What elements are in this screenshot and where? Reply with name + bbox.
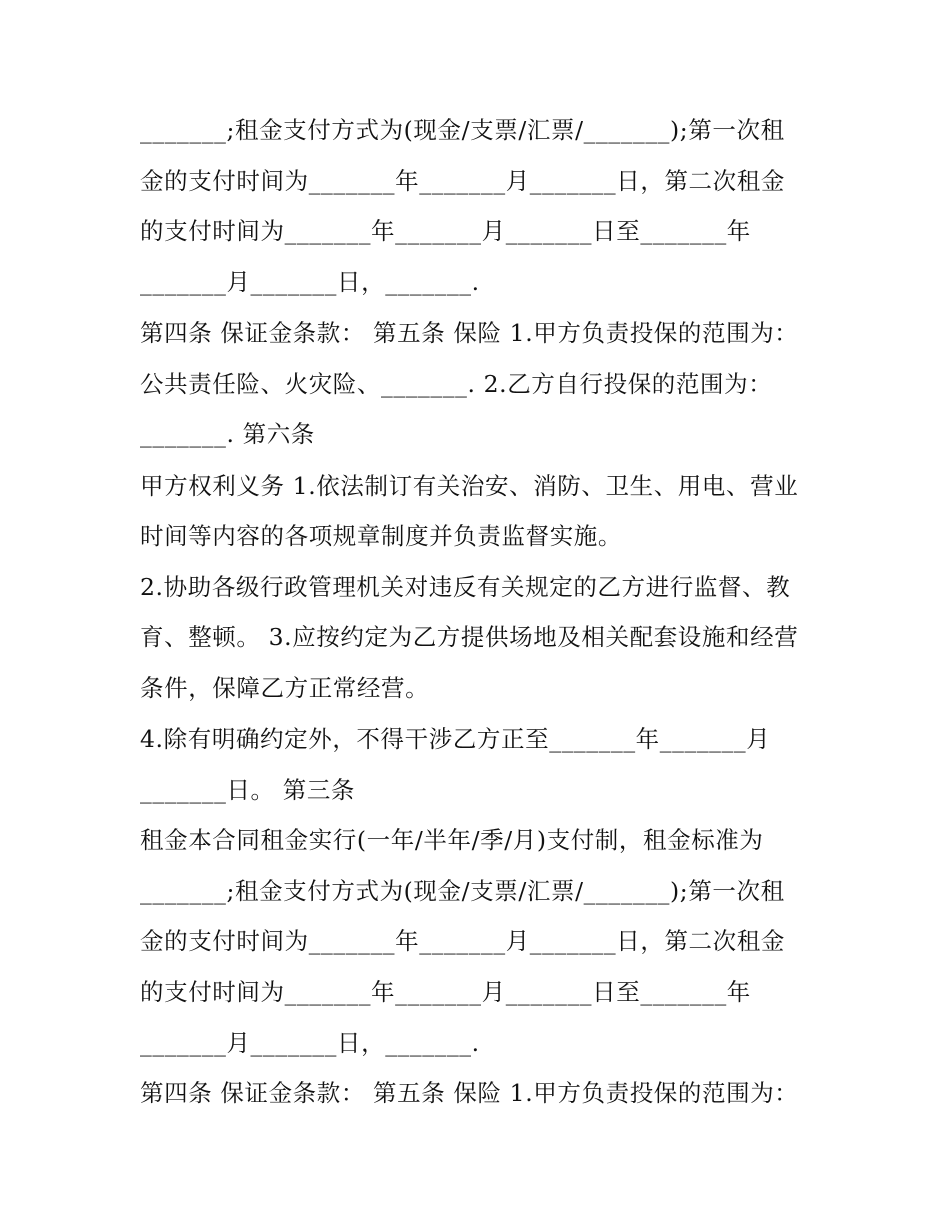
text-line: 第四条 保证金条款： 第五条 保险 1.甲方负责投保的范围为： [140, 319, 799, 347]
text-line: 的支付时间为_______年_______月_______日至_______年 [140, 217, 751, 245]
text-line: _______月_______日，_______. [140, 1029, 480, 1057]
text-line: 的支付时间为_______年_______月_______日至_______年 [140, 978, 751, 1006]
text-line: 金的支付时间为_______年_______月_______日，第二次租金 [140, 927, 785, 955]
text-line: _______日。 第三条 [140, 776, 356, 804]
text-line: 育、整顿。 3.应按约定为乙方提供场地及相关配套设施和经营 [140, 623, 799, 651]
text-line: 2.协助各级行政管理机关对违反有关规定的乙方进行监督、教 [140, 573, 791, 601]
text-line: 金的支付时间为_______年_______月_______日，第二次租金 [140, 167, 785, 195]
text-line: 甲方权利义务 1.依法制订有关治安、消防、卫生、用电、营业 [140, 472, 799, 500]
text-line: 第四条 保证金条款： 第五条 保险 1.甲方负责投保的范围为： [140, 1079, 799, 1107]
text-line: _______;租金支付方式为(现金/支票/汇票/_______);第一次租 [140, 116, 785, 144]
text-line: _______月_______日，_______. [140, 268, 480, 296]
text-line: 4.除有明确约定外，不得干涉乙方正至_______年_______月 [140, 725, 771, 753]
text-line: 条件，保障乙方正常经营。 [140, 674, 430, 702]
text-line: 公共责任险、火灾险、_______. 2.乙方自行投保的范围为： [140, 370, 773, 398]
text-line: 时间等内容的各项规章制度并负责监督实施。 [140, 522, 622, 550]
text-line: 租金本合同租金实行(一年/半年/季/月)支付制，租金标准为 [140, 826, 764, 854]
text-line: _______. 第六条 [140, 420, 315, 448]
text-line: _______;租金支付方式为(现金/支票/汇票/_______);第一次租 [140, 877, 785, 905]
